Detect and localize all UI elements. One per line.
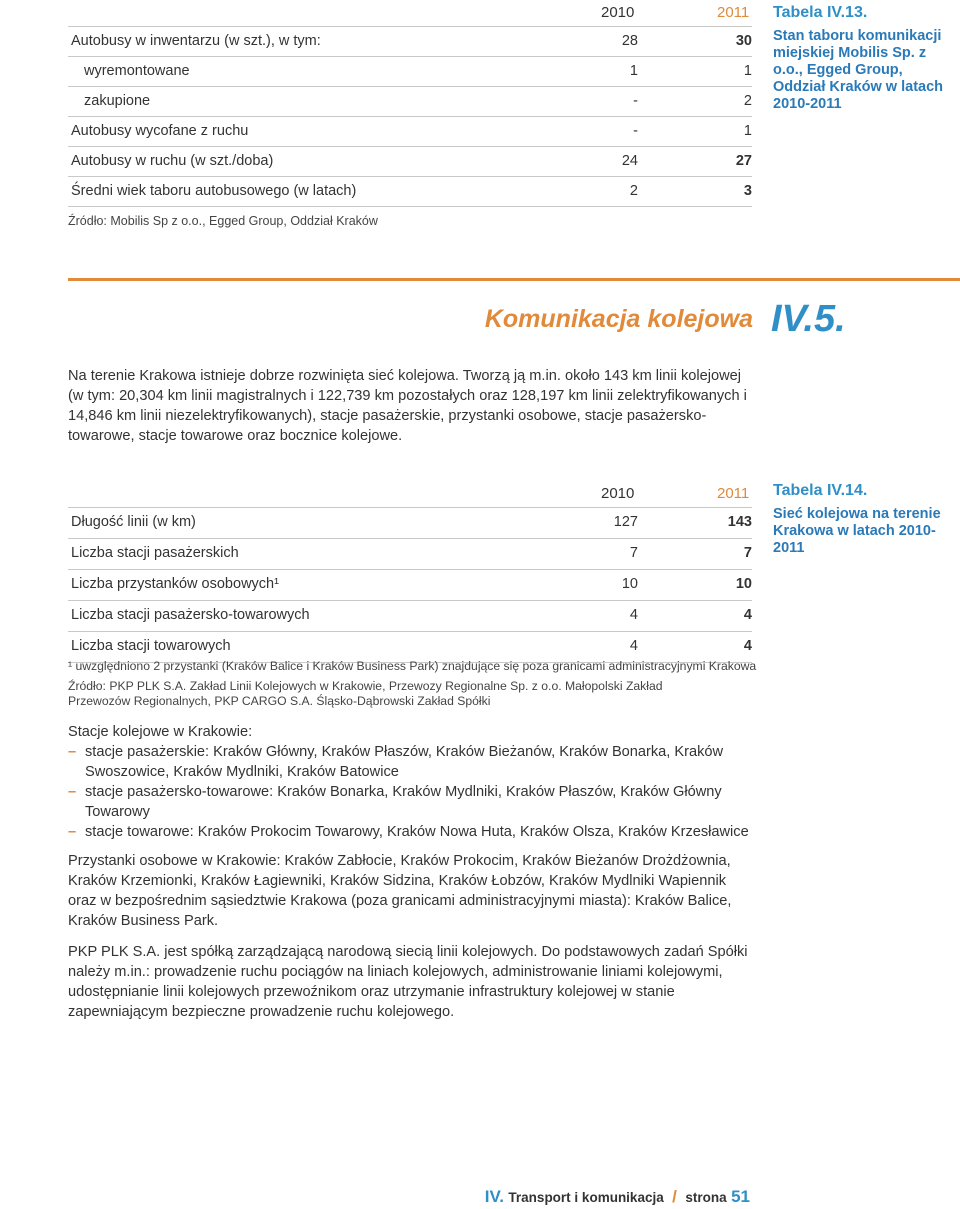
- table-row: Liczba stacji towarowych 4 4: [68, 631, 752, 663]
- table-row: Autobusy wycofane z ruchu - 1: [68, 116, 752, 146]
- year-2010: 2010: [601, 4, 635, 21]
- table-row: Średni wiek taboru autobusowego (w latach) 2 3: [68, 176, 752, 207]
- footer-page-label: strona: [685, 1190, 727, 1205]
- section-number: IV.5.: [771, 298, 846, 340]
- list-item: – stacje pasażersko-towarowe: Kraków Bonarka, Kraków Mydlniki, Kraków Płaszów, Kraków Główny Towarowy: [68, 784, 722, 820]
- page-footer: [485, 1187, 750, 1207]
- table-iv13-header: [68, 4, 752, 26]
- table-iv13-source: Źródło: Mobilis Sp z o.o., Egged Group, Oddział Kraków: [68, 214, 378, 228]
- table-row: zakupione - 2: [68, 86, 752, 116]
- table-row: Autobusy w inwentarzu (w szt.), w tym: 28 30: [68, 26, 752, 56]
- footer-title: Transport i komunikacja: [508, 1190, 664, 1205]
- table-iv14-header: [68, 485, 752, 507]
- table-row: Liczba stacji pasażersko-towarowych 4 4: [68, 600, 752, 631]
- section-divider: [68, 278, 960, 281]
- table-row: wyremontowane 1 1: [68, 56, 752, 86]
- year-2011: 2011: [717, 4, 750, 21]
- table-row: Długość linii (w km) 127 143: [68, 507, 752, 538]
- table-iv14-caption: [773, 482, 953, 557]
- list-item: – stacje pasażerskie: Kraków Główny, Kraków Płaszów, Kraków Bieżanów, Kraków Bonarka, Kraków Swoszowice, Kraków Mydlniki, Kraków Batowice: [68, 744, 724, 780]
- caption-number: Tabela IV.13.: [773, 4, 868, 21]
- table-iv14-source: Źródło: PKP PLK S.A. Zakład Linii Kolejowych w Krakowie, Przewozy Regionalne Sp. z o.o. Małopolski Zakład Przewozów Regionalnych, PKP CARGO S.A. Śląsko-Dąbrowski Zakład Spółki: [68, 679, 663, 708]
- table-row: Liczba przystanków osobowych¹ 10 10: [68, 569, 752, 600]
- caption-text: Stan taboru komunikacji miejskiej Mobilis Sp. z o.o., Egged Group, Oddział Kraków w latach 2010-2011: [773, 28, 944, 112]
- stations-list: [68, 742, 754, 842]
- section-intro: Na terenie Krakowa istnieje dobrze rozwinięta sieć kolejowa. Tworzą ją m.in. około 143 km linii kolejowej (w tym: 20,304 km linii magistralnych i 122,739 km pozostałych oraz 128,197 km linii zelektryfikowanych i 14,846 km linii niezelektryfikowanych), stacje pasażerskie, przystanki osobowe, stacje pasażersko-towarowe, stacje towarowe oraz bocznice kolejowe.: [68, 368, 747, 444]
- table-iv14-footnote: ¹ uwzględniono 2 przystanki (Kraków Balice i Kraków Business Park) znajdujące się poza granicami administracyjnymi Krakowa: [68, 659, 757, 673]
- footer-page-number: 51: [731, 1187, 750, 1206]
- stations-block: [68, 722, 754, 842]
- caption-number: Tabela IV.14.: [773, 482, 868, 499]
- pkp-paragraph: PKP PLK S.A. jest spółką zarządzającą narodową siecią linii kolejowych. Do podstawowych zadań Spółki należy m.in.: prowadzenie ruchu pociągów na liniach kolejowych, administrowanie liniami kolejowymi, udostępnianie linii kolejowych przewoźnikom oraz utrzymanie infrastruktury kolejowej w stanie zapewniającym bezpieczne prowadzenie ruchu kolejowego.: [68, 944, 748, 1020]
- table-row: Liczba stacji pasażerskich 7 7: [68, 538, 752, 569]
- footer-chapter: IV.: [484, 1187, 504, 1206]
- list-item: – stacje towarowe: Kraków Prokocim Towarowy, Kraków Nowa Huta, Kraków Olsza, Kraków Krzesławice: [68, 824, 749, 840]
- table-iv13: [68, 4, 752, 207]
- year-2011: 2011: [717, 485, 750, 502]
- table-iv14: [68, 485, 752, 663]
- footer-separator: /: [672, 1187, 677, 1206]
- table-row: Autobusy w ruchu (w szt./doba) 24 27: [68, 146, 752, 176]
- stops-paragraph: Przystanki osobowe w Krakowie: Kraków Zabłocie, Kraków Prokocim, Kraków Bieżanów Drożdżownia, Kraków Krzemionki, Kraków Łagiewniki, Kraków Sidzina, Kraków Łobzów, Kraków Mydlniki Wapiennik oraz w bezpośrednim sąsiedztwie Krakowa (poza granicami administracyjnymi miasta): Kraków Balice, Kraków Business Park.: [68, 853, 732, 929]
- table-iv13-caption: [773, 4, 953, 113]
- stations-heading: Stacje kolejowe w Krakowie:: [68, 724, 253, 740]
- year-2010: 2010: [601, 485, 635, 502]
- section-title: Komunikacja kolejowa: [484, 305, 753, 333]
- caption-text: Sieć kolejowa na terenie Krakowa w latach 2010-2011: [773, 506, 941, 556]
